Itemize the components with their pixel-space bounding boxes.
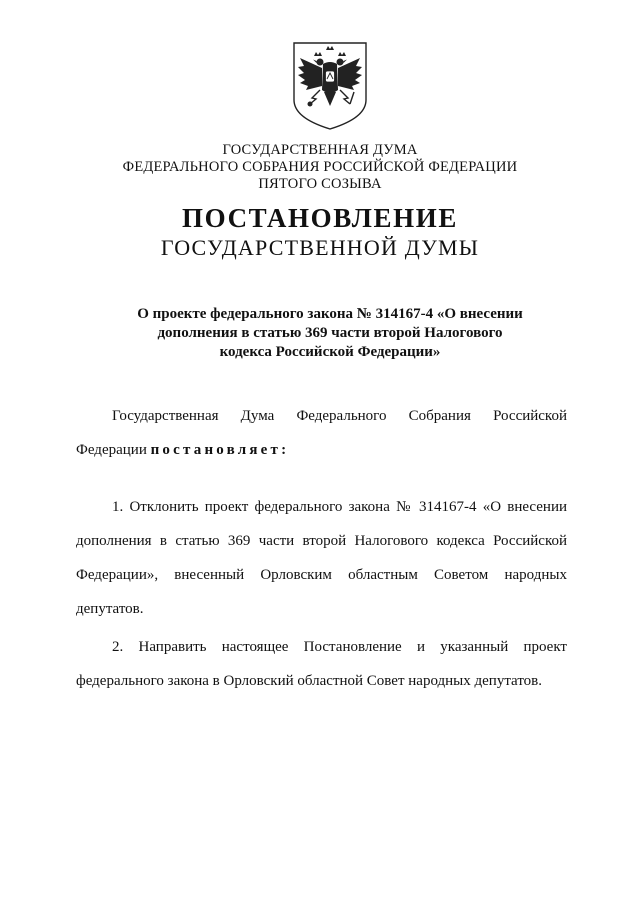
coat-of-arms-icon <box>290 40 370 132</box>
item-2-line <box>76 630 567 664</box>
subject-line: кодекса Российской Федерации» <box>219 344 441 360</box>
intro-text: Государственная Дума Федерального Собрания Российской <box>112 408 567 424</box>
item-1-line <box>76 490 567 524</box>
intro-line <box>76 433 567 467</box>
subject-line: дополнения в статью 369 части второй Налогового <box>157 325 503 341</box>
header-line-duma: ГОСУДАРСТВЕННАЯ ДУМА <box>222 142 418 158</box>
item-2-text: 2. Направить настоящее Постановление и указанный проект <box>112 639 567 655</box>
intro-paragraph <box>76 399 567 467</box>
item-2-line: федерального закона в Орловский областной Совет народных депутатов. <box>76 673 543 689</box>
item-1-line: Федерации», внесенный Орловским областным Советом народных <box>76 567 567 583</box>
subject-block <box>110 305 550 362</box>
subject-line: О проекте федерального закона № 314167-4 «О внесении <box>137 306 523 322</box>
intro-line <box>76 399 567 433</box>
document-subtitle: ГОСУДАРСТВЕННОЙ ДУМЫ <box>160 235 480 260</box>
intro-text: Федерации <box>76 442 151 458</box>
item-1-line: депутатов. <box>76 601 144 617</box>
header-line-assembly: ФЕДЕРАЛЬНОГО СОБРАНИЯ РОССИЙСКОЙ ФЕДЕРАЦИИ <box>122 159 518 175</box>
resolves-word: постановляет: <box>150 442 290 458</box>
document-title: ПОСТАНОВЛЕНИЕ <box>182 203 458 233</box>
item-1-line: дополнения в статью 369 части второй Налогового кодекса Российской <box>76 533 567 549</box>
header-line-convocation: ПЯТОГО СОЗЫВА <box>258 176 382 192</box>
item-1-paragraph <box>76 490 567 626</box>
item-2-paragraph <box>76 630 567 698</box>
item-1-text: 1. Отклонить проект федерального закона № 314167-4 «О внесении <box>112 499 567 515</box>
